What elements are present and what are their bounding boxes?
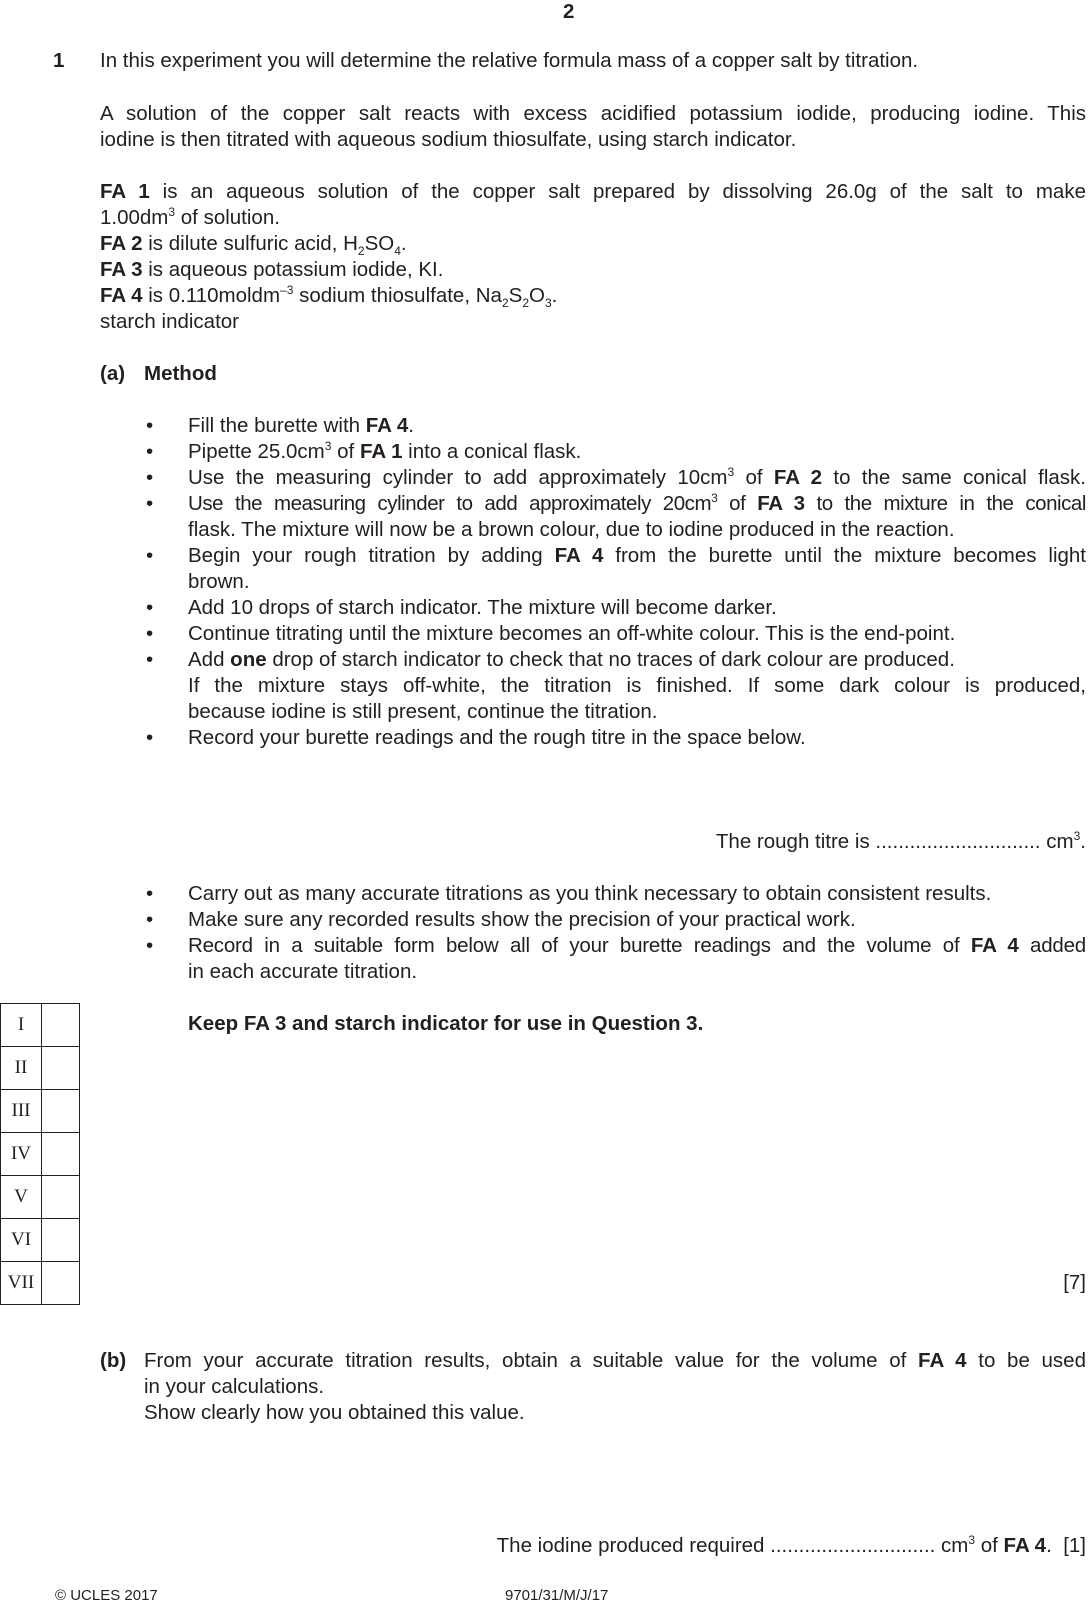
part-b-line1 [144,1351,1086,1372]
bullet-dot: • [146,934,154,957]
fa4-line [100,283,558,310]
bullet-dot: • [146,440,154,463]
step-text: to the same conical flask. [822,466,1086,489]
fa1-volume: 1.00dm [100,206,169,229]
part-a-label: (a) [100,362,126,385]
step-text: Use the measuring cylinder to add approximately 20cm [188,492,712,515]
rough-titre-text: The rough titre is ............................. cm [715,830,1074,853]
mark-label: VI [1,1219,42,1262]
rough-titre-line [715,829,1086,853]
step-bold: FA 2 [773,466,823,489]
fa1-line2: $1.00dm^3$ of solution. [100,205,280,229]
step-text: Begin your rough titration by adding [188,544,555,567]
bullet-dot: • [146,726,154,749]
step-text: . [408,414,414,437]
part-b-answer-line [496,1533,1086,1557]
fa2-text2: SO [364,232,395,255]
method-step-4-line2: flask. The mixture will now be a brown colour, due to iodine produced in the reaction. [188,518,955,541]
answer-bold: FA 4 [1003,1534,1047,1557]
bullet-dot: • [146,908,154,931]
answer-text: The iodine produced required ............................. cm [496,1534,969,1557]
bullet-dot: • [146,622,154,645]
intro-text: In this experiment you will determine the relative formula mass of a copper salt by titration. [100,49,919,72]
accurate-step-2: Make sure any recorded results show the precision of your practical work. [188,908,856,931]
step-text: Pipette 25.0cm [188,440,325,463]
step-text: Use the measuring cylinder to add approximately 10cm [188,466,728,489]
mark-box[interactable] [42,1090,80,1133]
step-text: added [1018,934,1086,957]
mark-row [1,1090,80,1133]
step-bold: FA 1 [359,440,403,463]
answer-text: of [975,1534,1004,1557]
rough-titre-sup: 3 [1073,829,1081,843]
mark-label: V [1,1176,42,1219]
answer-sup: 3 [968,1533,976,1547]
mark-boxes [0,1003,80,1305]
method-step-8 [188,650,955,671]
fa1-label: FA 1 [100,180,150,203]
method-step-5-line2: brown. [188,570,250,593]
step-bold: FA 4 [554,544,604,567]
fa3-line [100,260,443,281]
mark-row [1,1219,80,1262]
fa4-sub2: 2 [522,296,529,310]
answer-end: . [1046,1534,1052,1557]
step-bold: FA 3 [757,492,805,515]
mark-row [1,1262,80,1305]
footer-copyright: © UCLES 2017 [55,1587,158,1604]
fa4-text2: sodium thiosulfate, Na [293,284,502,307]
fa4-sup: –3 [280,283,294,297]
fa2-line [100,232,407,258]
mark-row [1,1133,80,1176]
bullet-dot: • [146,882,154,905]
accurate-step-1: Carry out as many accurate titrations as you think necessary to obtain consistent results. [188,882,992,905]
step-sup: 3 [727,465,735,479]
accurate-step-3 [188,936,1086,957]
method-step-9: Record your burette readings and the rough titre in the space below. [188,726,806,749]
fa3-text: is aqueous potassium iodide, KI. [148,258,444,281]
bullet-dot: • [146,596,154,619]
part-b-line2: in your calculations. [144,1375,325,1398]
part-b-line3: Show clearly how you obtained this value. [144,1401,525,1424]
fa2-sub: 2 [357,244,365,258]
step-text: to the mixture in the conical [804,492,1086,515]
method-step-4 [188,491,1086,515]
bullet-dot: • [146,466,154,489]
step-sup: 3 [324,439,332,453]
accurate-step-3-line2: in each accurate titration. [188,960,418,983]
fa4-o: O [529,284,545,307]
mark-row [1,1176,80,1219]
method-step-2 [188,439,582,463]
bullet-dot: • [146,414,154,437]
step-text: into a conical flask. [402,440,582,463]
mark-label: VII [1,1262,42,1305]
part-b-text: From your accurate titration results, obtain a suitable value for the volume of [144,1349,919,1372]
fa1-text: is an aqueous solution of the copper salt prepared by dissolving 26.0g of the salt to make [162,180,1086,203]
mark-row [1,1004,80,1047]
rough-titre-end: . [1080,830,1086,853]
part-b-bold: FA 4 [918,1349,967,1372]
mark-label: I [1,1004,42,1047]
page-number: 2 [563,0,575,23]
step-text: of [734,466,774,489]
bullet-dot: • [146,544,154,567]
para2-line2: iodine is then titrated with aqueous sodium thiosulfate, using starch indicator. [100,128,797,151]
step-sup: 3 [711,491,718,505]
step-bold: FA 4 [365,414,409,437]
keep-note: Keep FA 3 and starch indicator for use in Question 3. [188,1012,704,1035]
mark-box[interactable] [42,1176,80,1219]
mark-label: II [1,1047,42,1090]
fa4-end: . [551,284,558,307]
method-step-3 [188,465,1086,489]
mark-label: IV [1,1133,42,1176]
footer-code: 9701/31/M/J/17 [505,1587,609,1604]
method-step-5 [188,546,1086,567]
step-text: from the burette until the mixture becomes light [603,544,1087,567]
step-text: drop of starch indicator to check that no traces of dark colour are produced. [266,648,955,671]
fa2-sub2: 4 [394,244,401,258]
mark-box[interactable] [42,1047,80,1090]
part-b-label: (b) [100,1349,127,1372]
step-bold: FA 4 [970,934,1019,957]
fa1-line1 [100,182,1086,203]
fa1-tail: of solution. [175,206,280,229]
step-text: Add [188,648,231,671]
fa2-end: . [400,232,407,255]
part-a-marks: [7] [1063,1271,1086,1294]
step-text: Fill the burette with [188,414,366,437]
part-b-marks: [1] [1063,1534,1086,1557]
mark-label: III [1,1090,42,1133]
para2-line1: A solution of the copper salt reacts with excess acidified potassium iodide, producing iodine. This [100,102,1086,125]
mark-box[interactable] [42,1004,80,1047]
fa3-label: FA 3 [100,258,143,281]
step-bold: one [230,648,267,671]
method-step-8-line3: because iodine is still present, continue the titration. [188,700,658,723]
mark-box[interactable] [42,1262,80,1305]
fa4-label: FA 4 [100,284,143,307]
bullet-dot: • [146,492,154,515]
fa4-sub1: 2 [501,296,509,310]
fa2-text: is dilute sulfuric acid, H [148,232,358,255]
step-text: of [717,492,758,515]
method-step-6: Add 10 drops of starch indicator. The mixture will become darker. [188,596,777,619]
method-step-1 [188,416,414,437]
mark-box[interactable] [42,1219,80,1262]
question-number: 1 [53,49,65,72]
step-text: Record in a suitable form below all of your burette readings and the volume of [188,934,971,957]
mark-row [1,1047,80,1090]
method-step-8-line2: If the mixture stays off-white, the titration is finished. If some dark colour is produced, [188,674,1086,697]
fa4-sub3: 3 [544,296,552,310]
method-step-7: Continue titrating until the mixture becomes an off-white colour. This is the end-point. [188,622,956,645]
starch-indicator: starch indicator [100,310,240,333]
mark-box[interactable] [42,1133,80,1176]
fa4-text: is 0.110moldm [148,284,281,307]
step-text: of [331,440,360,463]
part-b-text: to be used [966,1349,1086,1372]
fa4-s: S [508,284,523,307]
part-a-heading: Method [144,362,217,385]
fa2-label: FA 2 [100,232,143,255]
bullet-dot: • [146,648,154,671]
